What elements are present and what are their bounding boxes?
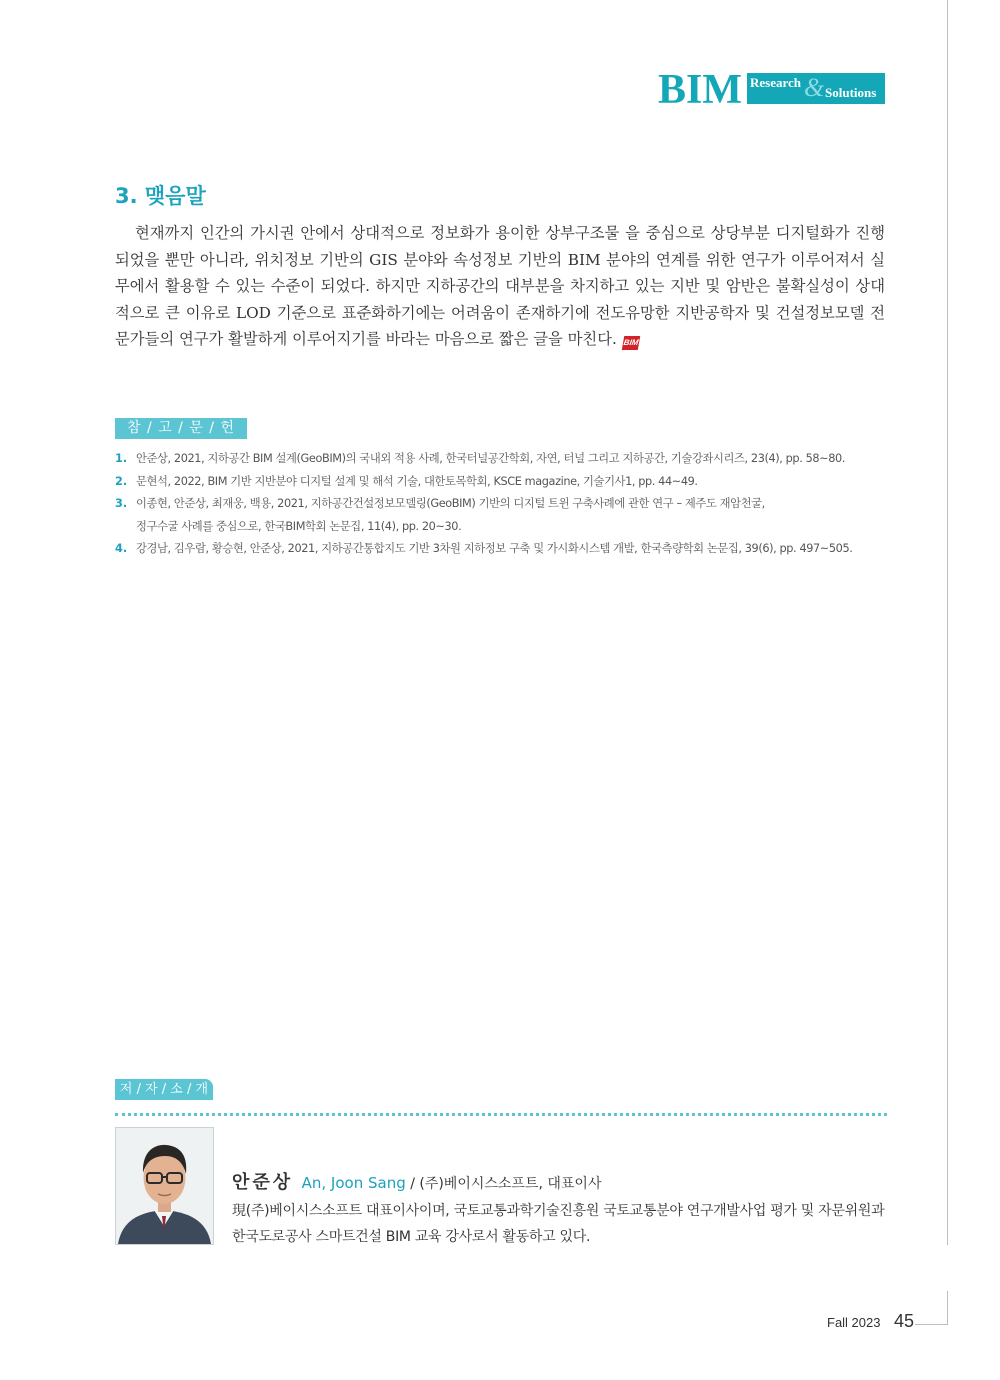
author-bio: 現(주)베이시스소프트 대표이사이며, 국토교통과학기술진흥원 국토교통분야 연구개발사업 평가 및 자문위원과 한국도로공사 스마트건설 BIM 교육 강사로서 활동하고 있다. [232, 1203, 885, 1245]
author-name-english: An, Joon Sang [301, 1174, 406, 1192]
logo-research-text: Research [750, 75, 802, 90]
footer-rule-horizontal [915, 1324, 948, 1325]
references-tag: 참 / 고 / 문 / 헌 [115, 418, 247, 439]
reference-text-continued: 정구수굴 사례를 중심으로, 한국BIM학회 논문집, 11(4), pp. 20~30. [136, 519, 462, 533]
body-text: 현재까지 인간의 가시권 안에서 상대적으로 정보화가 용이한 상부구조물 을 중심으로 상당부분 디지털화가 진행되었을 뿐만 아니라, 위치정보 기반의 GIS 분야와 속성정보 기반의 BIM 분야의 연계를 위한 연구가 이루어져서 실무에서 활용할 수 있는 수준이 되었다. 하지만 지하공간의 대부분을 차지하고 있는 지반 및 암반은 불확실성이 상대적으로 큰 이유로 LOD 기준으로 표준화하기에는 어려움이 존재하기에 전도유망한 지반공학자 및 건설정보모델 전문가들의 연구가 활발하게 이루어지기를 바라는 마음으로 짧은 글을 마친다. [115, 224, 885, 348]
end-mark-icon: BIM [622, 336, 640, 350]
author-photo [115, 1127, 214, 1245]
dotted-divider [115, 1113, 887, 1116]
references-list [115, 448, 895, 561]
logo-solutions-text: Solutions [825, 85, 877, 100]
reference-text: 문현석, 2022, BIM 기반 지반분야 디지털 설계 및 해석 기술, 대한토목학회, KSCE magazine, 기술기사1, pp. 44~49. [136, 474, 698, 488]
section-heading: 3. 맺음말 [115, 184, 206, 208]
reference-item [115, 471, 895, 494]
page-number: 45 [894, 1311, 915, 1331]
reference-number: 3. [115, 497, 128, 510]
author-portrait-illustration [116, 1128, 213, 1244]
logo-bim-text: BIM [658, 67, 742, 113]
reference-item [115, 538, 895, 561]
author-affiliation: / (주)베이시스소프트, 대표이사 [410, 1176, 602, 1192]
logo-ampersand: & [804, 73, 825, 102]
footer-rule-vertical [947, 1291, 948, 1325]
author-name-korean: 안준상 [232, 1172, 294, 1193]
reference-number: 1. [115, 452, 128, 465]
page-border-right [947, 0, 948, 1245]
body-paragraph [115, 220, 885, 353]
reference-text: 이종현, 안준상, 최재웅, 백용, 2021, 지하공간건설정보모델링(GeoBIM) 기반의 디지털 트윈 구축사례에 관한 연구 – 제주도 재암천굴, [136, 497, 765, 510]
author-name-line [232, 1168, 601, 1194]
reference-item [115, 448, 895, 471]
reference-item [115, 493, 895, 538]
references-underline [115, 438, 247, 439]
author-tag: 저 / 자 / 소 / 개 [115, 1079, 213, 1100]
reference-number: 2. [115, 474, 128, 488]
reference-number: 4. [115, 542, 128, 555]
reference-text: 강경남, 김우람, 황승현, 안준상, 2021, 지하공간통합지도 기반 3차원 지하정보 구축 및 가시화시스템 개발, 한국측량학회 논문집, 39(6), pp. 497~505. [136, 542, 853, 555]
reference-text: 안준상, 2021, 지하공간 BIM 설계(GeoBIM)의 국내외 적용 사례, 한국터널공간학회, 자연, 터널 그리고 지하공간, 기술강좌시리즈, 23(4), pp. 58~80. [136, 452, 845, 465]
footer-season: Fall 2023 [827, 1315, 881, 1330]
